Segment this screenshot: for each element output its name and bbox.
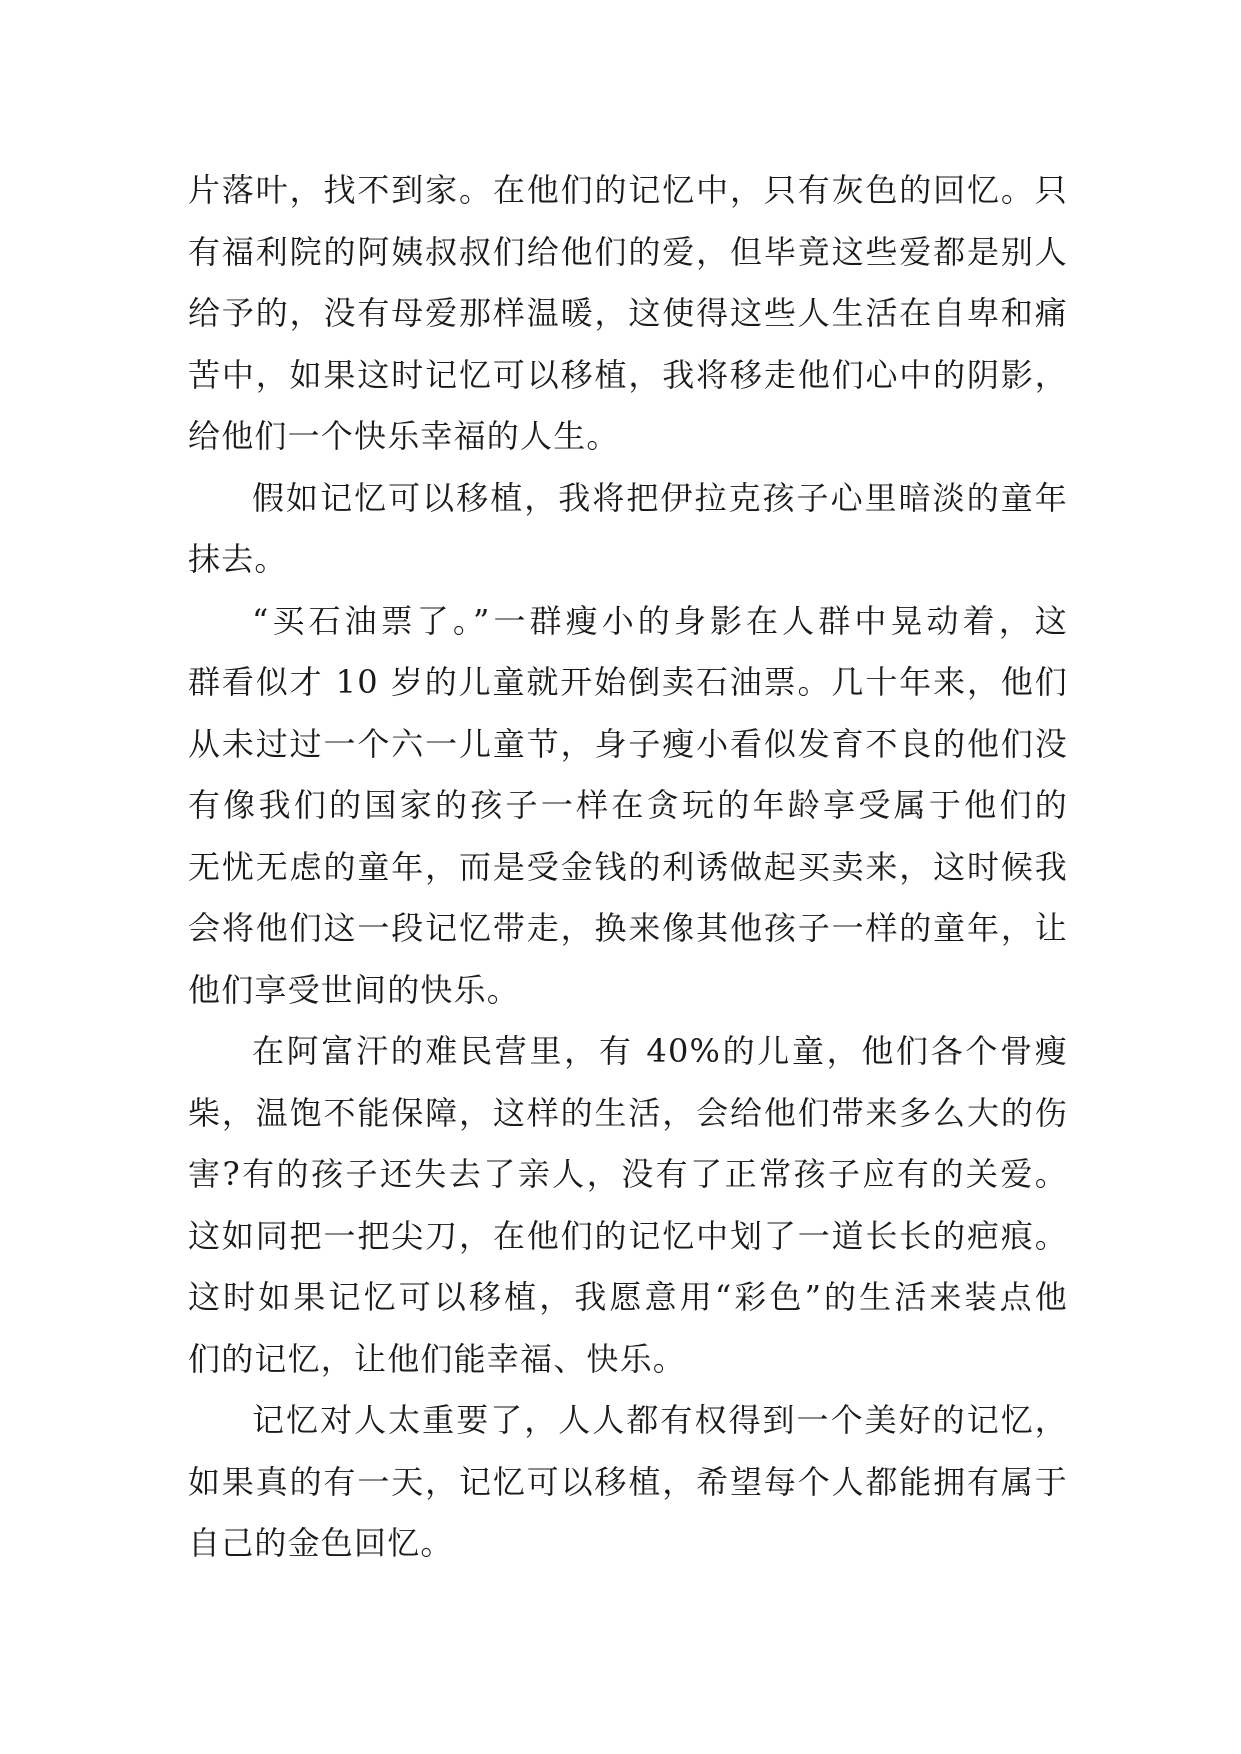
text-line: 这如同把一把尖刀，在他们的记忆中划了一道长长的疤痕。	[188, 1216, 1068, 1255]
text-line: 有像我们的国家的孩子一样在贪玩的年龄享受属于他们的	[188, 786, 1068, 824]
text-line: 害?有的孩子还失去了亲人，没有了正常孩子应有的关爱。	[188, 1155, 1068, 1193]
text-line: 们的记忆，让他们能幸福、快乐。	[188, 1339, 687, 1378]
text-line: 群看似才 10 岁的儿童就开始倒卖石油票。几十年来，他们	[188, 663, 1068, 701]
text-line: 给他们一个快乐幸福的人生。	[188, 417, 620, 455]
text-line: 给予的，没有母爱那样温暖，这使得这些人生活在自卑和痛	[188, 294, 1068, 332]
paragraph-start-line: “买石油票了。”一群瘦小的身影在人群中晃动着，这	[252, 601, 1068, 640]
text-line: 会将他们这一段记忆带走，换来像其他孩子一样的童年，让	[188, 909, 1068, 947]
document-body	[188, 160, 1068, 1575]
text-line: 柴，温饱不能保障，这样的生活，会给他们带来多么大的伤	[188, 1093, 1068, 1132]
text-line: 片落叶，找不到家。在他们的记忆中，只有灰色的回忆。只	[188, 171, 1068, 209]
paragraph-start-line: 假如记忆可以移植，我将把伊拉克孩子心里暗淡的童年	[252, 478, 1068, 517]
paragraph-start-line: 记忆对人太重要了，人人都有权得到一个美好的记忆，	[252, 1401, 1068, 1439]
text-line: 抹去。	[188, 540, 288, 578]
text-line: 无忧无虑的童年，而是受金钱的利诱做起买卖来，这时候我	[188, 847, 1068, 886]
text-line: 自己的金色回忆。	[188, 1524, 454, 1562]
text-line: 有福利院的阿姨叔叔们给他们的爱，但毕竟这些爱都是别人	[188, 232, 1068, 271]
text-line: 苦中，如果这时记忆可以移植，我将移走他们心中的阴影，	[188, 355, 1068, 394]
text-line: 如果真的有一天，记忆可以移植，希望每个人都能拥有属于	[188, 1462, 1068, 1501]
text-line: 这时如果记忆可以移植，我愿意用“彩色”的生活来装点他	[188, 1278, 1068, 1316]
paragraph-start-line: 在阿富汗的难民营里，有 40%的儿童，他们各个骨瘦	[252, 1032, 1068, 1070]
text-line: 他们享受世间的快乐。	[188, 970, 521, 1009]
text-line: 从未过过一个六一儿童节，身子瘦小看似发育不良的他们没	[188, 724, 1068, 763]
